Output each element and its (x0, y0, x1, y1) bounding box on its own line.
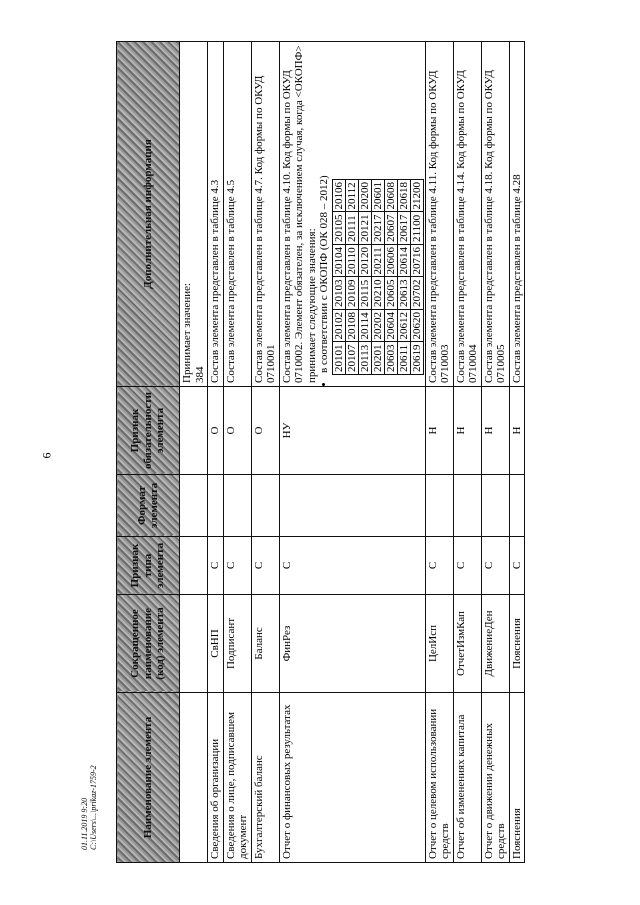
okopf-code: 20105 (332, 212, 345, 245)
table-row: Отчет о движении денежных средств ДвижениеДен С Н Состав элемента представлен в таблице 4.18. Код формы по ОКУД 0710005 (481, 42, 509, 863)
okopf-code: 20607 (384, 212, 397, 245)
okopf-code: 20201 (371, 342, 384, 375)
header-format: Формат элемента (117, 475, 180, 537)
table-row (180, 42, 208, 863)
okopf-code: 20103 (332, 277, 345, 310)
table-row: Бухгалтерский баланс Баланс С О Состав элемента представлен в таблице 4.7. Код формы по ОКУД 0710001 (251, 42, 279, 863)
footer-path: C:\Users\...\prikaz-1759-2 (89, 765, 98, 850)
okopf-code: 20211 (371, 245, 384, 278)
page-number: 6 (39, 452, 54, 459)
okopf-code: 20619 (410, 342, 423, 375)
table-row: Отчет о финансовых результатах ФинРез С НУ Состав элемента представлен в таблице 4.10. Код формы по ОКУД 0710002. Элемент обязателен, за исключением случая, когда <ОКОПФ> принимает следующие значения: • в соответствии с ОКОПФ (ОК 028 – 2012) 20101 20102 20103 20104 20105 20106 20107 20108 20109 20110 20111 20112 20113 20114 20115 20120 20121 20200 20201 20202 20210 20211 20217 20601 20603 20604 20605 20606 20607 20608 20611 20612 20613 20614 20617 20618 20619 20620 20702 20716 21100 21200 (279, 42, 425, 863)
okopf-code: 20102 (332, 310, 345, 343)
okopf-code: 20110 (345, 245, 358, 278)
elements-table (116, 41, 525, 863)
okopf-code: 20617 (397, 212, 410, 245)
okopf-code: 20202 (371, 310, 384, 343)
okopf-code: 21100 (410, 212, 423, 245)
footer (80, 740, 96, 850)
okopf-code: 20109 (345, 277, 358, 310)
okopf-label: • в соответствии с ОКОПФ (ОК 028 – 2012) (318, 45, 331, 373)
footer-date: 01.11.2019 9:20 (80, 797, 89, 850)
okopf-code: 20217 (371, 212, 384, 245)
okopf-code: 20601 (371, 180, 384, 213)
header-row (117, 42, 180, 863)
header-info: Дополнительная информация (117, 42, 180, 387)
okopf-code: 20618 (397, 180, 410, 213)
okopf-code: 20210 (371, 277, 384, 310)
table-row: Сведения об организации СвНП С О Состав элемента представлен в таблице 4.3 (208, 42, 224, 863)
okopf-code: 20112 (345, 180, 358, 213)
okopf-code: 20608 (384, 180, 397, 213)
table-row: Сведения о лице, подписавшем документ Подписант С О Состав элемента представлен в таблице 4.5 (223, 42, 251, 863)
okopf-code: 20121 (358, 212, 371, 245)
okopf-code: 20111 (345, 212, 358, 245)
okopf-code: 20612 (397, 310, 410, 343)
okopf-code: 20614 (397, 245, 410, 278)
okopf-code: 20120 (358, 245, 371, 278)
okopf-code: 20620 (410, 310, 423, 343)
rotated-table-sheet (116, 42, 536, 863)
okopf-code: 20613 (397, 277, 410, 310)
header-name: Наименование элемента (117, 693, 180, 863)
table-row: Пояснения Пояснения С Н Состав элемента представлен в таблице 4.28 (509, 42, 525, 863)
okopf-code: 20113 (358, 342, 371, 375)
okopf-code: 20115 (358, 277, 371, 310)
okopf-code: 20611 (397, 342, 410, 375)
table-row: Отчет о целевом использовании средств ЦелИсп С Н Состав элемента представлен в таблице 4.11. Код формы по ОКУД 0710003 (425, 42, 453, 863)
okopf-code: 20107 (345, 342, 358, 375)
okopf-code: 20108 (345, 310, 358, 343)
okopf-code: 20200 (358, 180, 371, 213)
okopf-code: 20114 (358, 310, 371, 343)
header-type: Признак типа элемента (117, 537, 180, 595)
okopf-code: 20106 (332, 180, 345, 213)
okopf-code: 20702 (410, 277, 423, 310)
okopf-code: 20603 (384, 342, 397, 375)
okopf-code: 20716 (410, 245, 423, 278)
okopf-code: 20104 (332, 245, 345, 278)
info-cell: Принимает значение: 384 (180, 42, 208, 387)
okopf-code: 20605 (384, 277, 397, 310)
okopf-code: 21200 (410, 180, 423, 213)
okopf-code: 20604 (384, 310, 397, 343)
okopf-codes-table (332, 179, 424, 375)
okopf-code: 20101 (332, 342, 345, 375)
okopf-code: 20606 (384, 245, 397, 278)
header-required: Признак обязательности элемента (117, 387, 180, 475)
header-code: Сокращенное наименование (код) элемента (117, 595, 180, 693)
info-cell-okopf: Состав элемента представлен в таблице 4.10. Код формы по ОКУД 0710002. Элемент обязателен, за исключением случая, когда <ОКОПФ> принимает следующие значения: • в соответствии с ОКОПФ (ОК 028 – 2012) 20101 20102 20103 20104 20105 20106 20107 20108 20109 20110 20111 20112 20113 20114 20115 20120 20121 20200 20201 20202 20210 20211 20217 20601 20603 20604 20605 20606 20607 20608 20611 20612 20613 20614 20617 20618 20619 20620 20702 20716 21100 21200 (279, 42, 425, 387)
table-row: Отчет об изменениях капитала ОтчетИзмКап С Н Состав элемента представлен в таблице 4.14. Код формы по ОКУД 0710004 (453, 42, 481, 863)
